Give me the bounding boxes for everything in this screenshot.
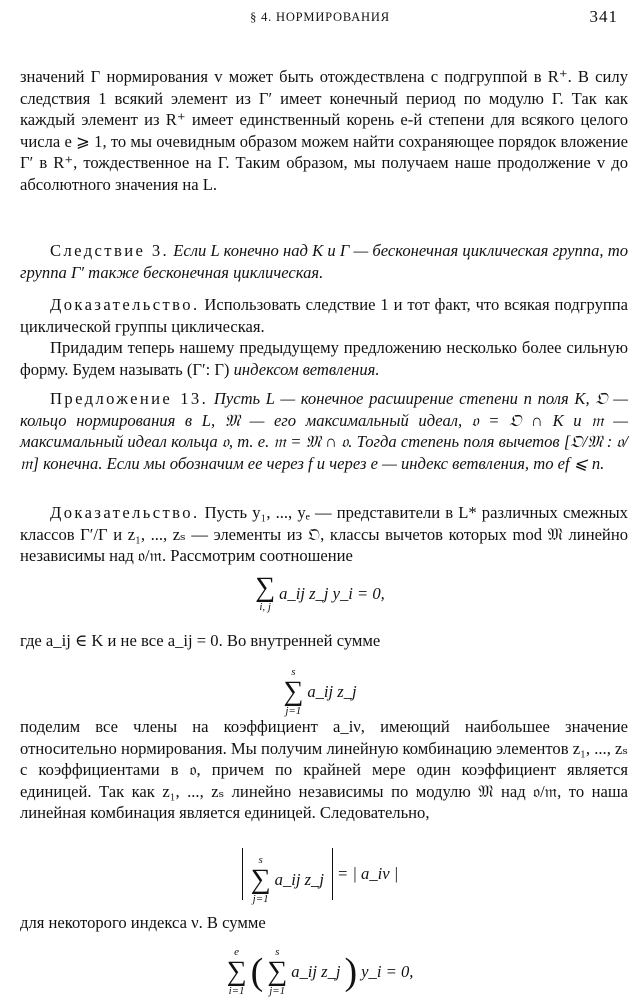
absolute-value — [242, 848, 333, 905]
formula-tail: y_i = 0, — [361, 962, 414, 981]
formula-inner-body: a_ij z_j — [291, 962, 341, 981]
proof-label: Доказательство. — [50, 503, 200, 522]
paragraph-where — [20, 630, 628, 652]
formula-1 — [0, 574, 640, 613]
proposition-label: Предложение 13. — [50, 389, 209, 408]
corollary-label: Следствие 3. — [50, 241, 170, 260]
outer-sum-symbol: e ∑ i=1 — [226, 946, 247, 997]
paragraph-text: значений Γ нормирования v может быть отождествлена с подгруппой в R⁺. В силу следствия 1 всякий элемент из Γ′ имеет конечный период по модулю Γ. Так как каждый элемент из R⁺ имеет единственный корень e-й степени для всякого целого числа e ⩾ 1, то мы очевидным образом можем найти сохраняющее порядок вложение Γ′ в R⁺, тождественное на Γ. Таким образом, мы получаем наше продолжение v до абсолютного значения на L. — [20, 67, 628, 194]
paragraph-text: поделим все члены на коэффициент a_iν, имеющий наибольшее значение относительно нормирования. Мы получим линейную комбинацию элементов z₁, ..., zₛ с коэффициентами в 𝔬, причем по крайней мере один коэффициент является единицей. Так как z₁, ..., zₛ линейно независимы по модулю 𝔐 над 𝔬/𝔪, то наша линейная комбинация является единицей. Следовательно, — [20, 717, 628, 823]
proposition-13 — [20, 388, 628, 474]
proof-1 — [20, 294, 628, 380]
corollary-3 — [20, 240, 628, 283]
right-paren: ) — [344, 951, 358, 993]
formula-rhs: = | a_iν | — [336, 864, 399, 883]
proof-label: Доказательство. — [50, 295, 200, 314]
formula-2 — [0, 660, 640, 717]
proposition-text: Пусть L — конечное расширение степени n поля K, 𝔒 — кольцо нормирования в L, 𝔐 — его максимальный идеал, 𝔬 = 𝔒 ∩ K и 𝔪 — максимальный идеал кольца 𝔬, т. е. 𝔪 = 𝔐 ∩ 𝔬. Тогда степень поля вычетов [𝔒/𝔐 : 𝔬/𝔪] конечна. Если мы обозначим ее через f и через e — индекс ветвления, то ef ⩽ n. — [20, 389, 628, 473]
formula-3 — [0, 848, 640, 905]
paragraph-divide — [20, 716, 628, 824]
sum-symbol: s ∑ j=1 — [250, 854, 271, 905]
paragraph-text: Придадим теперь нашему предыдущему предложению несколько более сильную форму. Будем называть (Γ′: Γ) — [20, 338, 628, 379]
paragraph-text: для некоторого индекса ν. В сумме — [20, 913, 266, 932]
page-number: 341 — [589, 7, 618, 26]
proof-text: Пусть y₁, ..., yₑ — представители в L* различных смежных классов Γ′/Γ и z₁, ..., zₛ — элементы из 𝔒, классы вычетов которых mod 𝔐 линейно независимы над 𝔬/𝔪. Рассмотрим соотношение — [20, 503, 628, 566]
formula-body: a_ij z_j y_i = 0, — [279, 583, 385, 603]
term-ramification-index: индексом ветвления. — [233, 359, 380, 379]
paragraph-some-index — [20, 912, 628, 934]
corollary-text: Если L конечно над K и Γ — бесконечная циклическая группа, то группа Γ′ также бесконечная циклическая. — [20, 241, 628, 282]
proof-2 — [20, 502, 628, 567]
page-header — [0, 6, 640, 28]
formula-4 — [0, 940, 640, 997]
paragraph-text: где a_ij ∈ K и не все a_ij = 0. Во внутренней сумме — [20, 631, 381, 650]
sum-symbol: s ∑ j=1 — [283, 666, 304, 717]
paragraph-continuation — [20, 66, 628, 196]
running-title: § 4. НОРМИРОВАНИЯ — [250, 10, 390, 24]
inner-sum-symbol: s ∑ j=1 — [267, 946, 288, 997]
left-paren: ( — [250, 951, 264, 993]
formula-body: a_ij z_j — [274, 870, 324, 889]
sum-symbol: ∑ i, j — [255, 572, 276, 613]
proof-text: Использовать следствие 1 и тот факт, что всякая подгруппа циклической группы циклическая. — [20, 295, 629, 336]
formula-body: a_ij z_j — [307, 682, 357, 701]
